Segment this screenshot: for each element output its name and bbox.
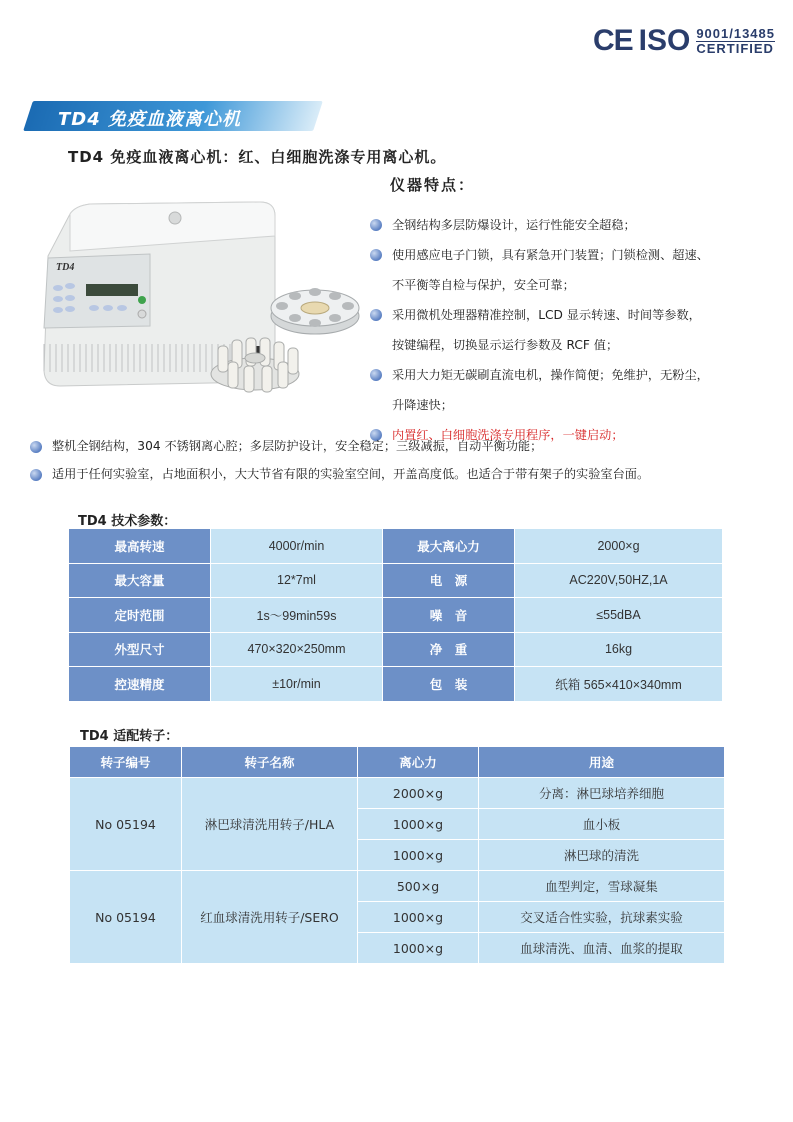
subtitle: TD4 免疫血液离心机：红、白细胞洗涤专用离心机。 [68,148,447,166]
spec-table [68,528,723,702]
rcf-value: 2000×g [358,778,479,809]
feature-text: 采用微机处理器精准控制，LCD 显示转速、时间等参数， [392,308,701,322]
spec-value: 4000r/min [211,529,383,564]
spec-value: 2000×g [515,529,723,564]
spec-value: 470×320×250mm [211,632,383,667]
feature-list [368,210,768,450]
usage-value: 血小板 [479,809,725,840]
centrifuge-image [30,196,360,406]
feature-item [368,390,768,420]
usage-value: 淋巴球的清洗 [479,840,725,871]
column-header: 转子名称 [182,747,358,778]
spec-row [69,563,723,598]
ce-mark: CE [592,24,633,57]
spec-label: 定时范围 [69,598,211,633]
spec-row [69,529,723,564]
rcf-value: 1000×g [358,809,479,840]
banner-title: TD4 免疫血液离心机 [58,109,242,130]
spec-value: ≤55dBA [515,598,723,633]
spec-label: 最大离心力 [383,529,515,564]
title-banner [28,101,328,131]
feature-item [28,432,788,460]
feature-text: 升降速快； [392,398,453,412]
rcf-value: 1000×g [358,933,479,964]
feature-item [28,460,788,488]
feature-text: 不平衡等自检与保护，安全可靠； [392,278,575,292]
spec-row [69,632,723,667]
feature-text: 采用大力矩无碳刷直流电机，操作简便；免维护，无粉尘， [392,368,709,382]
feature-item [368,270,768,300]
feature-text: 适用于任何实验室，占地面积小，大大节省有限的实验室空间，开盖高度低。也适合于带有架子的实验室台面。 [52,467,650,481]
spec-value: 纸箱 565×410×340mm [515,667,723,702]
feature-text: 整机全钢结构，304 不锈钢离心腔；多层防护设计，安全稳定；三级减振，自动平衡功能； [52,439,543,453]
usage-value: 交叉适合性实验，抗球素实验 [479,902,725,933]
spec-label: 包 装 [383,667,515,702]
spec-value: 1s～99min59s [211,598,383,633]
feature-item [368,360,768,390]
column-header: 用途 [479,747,725,778]
spec-label: 控速精度 [69,667,211,702]
spec-label: 最高转速 [69,529,211,564]
bullet-icon [370,369,382,381]
bullet-icon [370,309,382,321]
features-title: 仪器特点： [390,176,476,194]
spec-value: AC220V,50HZ,1A [515,563,723,598]
feature-item [368,330,768,360]
usage-value: 血型判定，雪球凝集 [479,871,725,902]
certification-logo [593,24,775,58]
spec-label: 最大容量 [69,563,211,598]
spec-value: 12*7ml [211,563,383,598]
rotor-number: No 05194 [70,871,182,964]
feature-list-2 [28,432,788,488]
iso-mark: ISO [638,24,691,57]
feature-item [368,210,768,240]
table-row [70,871,725,902]
spec-value: ±10r/min [211,667,383,702]
rotor-table [69,746,725,964]
rcf-value: 1000×g [358,902,479,933]
spec-row [69,667,723,702]
feature-text: 全钢结构多层防爆设计，运行性能安全超稳； [392,218,636,232]
rotor-number: No 05194 [70,778,182,871]
column-header: 离心力 [358,747,479,778]
rotor-name: 淋巴球清洗用转子/HLA [182,778,358,871]
spec-label: 外型尺寸 [69,632,211,667]
spec-row [69,598,723,633]
bullet-icon [30,469,42,481]
spec-label: 净 重 [383,632,515,667]
spec-value: 16kg [515,632,723,667]
iso-number: 9001/13485 [696,25,775,41]
feature-item [368,240,768,270]
product-label: TD4 [56,262,75,273]
usage-value: 分离：淋巴球培养细胞 [479,778,725,809]
rotor-table-title: TD4 适配转子： [80,729,179,744]
rotor-name: 红血球清洗用转子/SERO [182,871,358,964]
feature-text: 使用感应电子门锁，具有紧急开门装置；门锁检测、超速、 [392,248,709,262]
usage-value: 血球清洗、血清、血浆的提取 [479,933,725,964]
bullet-icon [370,249,382,261]
feature-text: 内置红、白细胞洗涤专用程序，一键启动； [392,428,624,442]
bullet-icon [30,441,42,453]
spec-table-title: TD4 技术参数： [78,514,177,529]
table-row [70,778,725,809]
bullet-icon [370,219,382,231]
column-header: 转子编号 [70,747,182,778]
feature-item [368,300,768,330]
rcf-value: 500×g [358,871,479,902]
feature-text: 按键编程，切换显示运行参数及 RCF 值； [392,338,619,352]
rcf-value: 1000×g [358,840,479,871]
spec-label: 电 源 [383,563,515,598]
spec-label: 噪 音 [383,598,515,633]
iso-certified: CERTIFIED [696,40,774,56]
